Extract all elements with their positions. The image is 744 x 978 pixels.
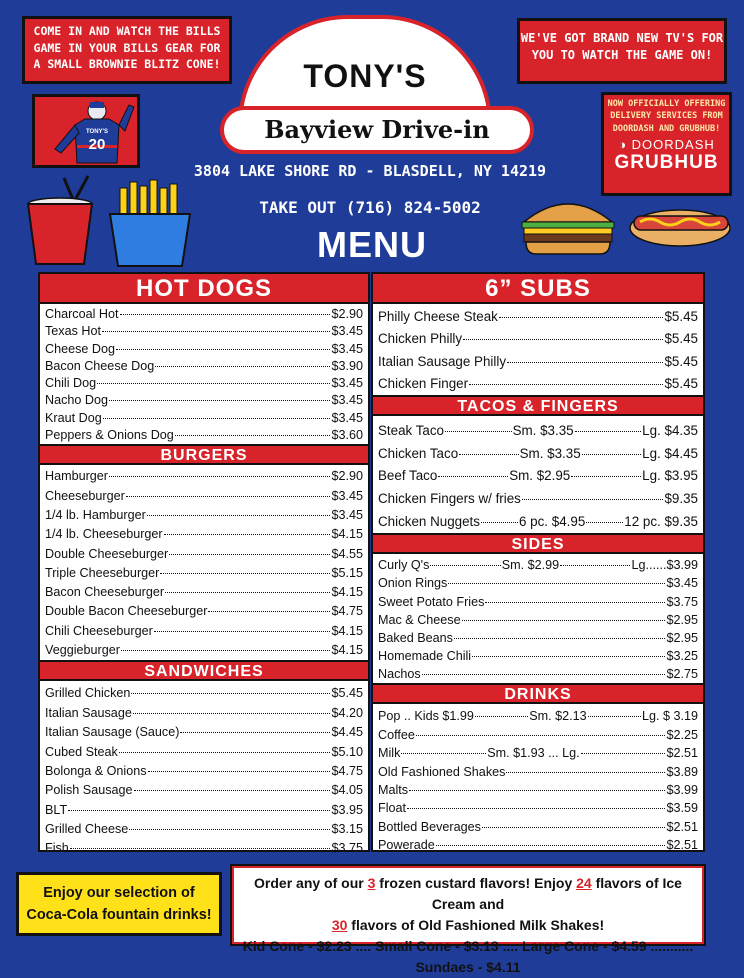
dot-leader [97, 383, 330, 384]
menu-item [40, 564, 368, 583]
menu-item [373, 465, 703, 488]
menu-item-price: Lg. $4.45 [642, 445, 699, 461]
promo-line: YOU TO WATCH THE GAME ON! [531, 48, 713, 63]
menu-item-price: $2.95 [666, 630, 698, 645]
dot-leader [522, 499, 664, 500]
menu-item [40, 641, 368, 660]
menu-item-name: Italian Sausage (Sauce) [45, 725, 180, 740]
dot-leader [160, 573, 330, 574]
menu-item-name: Chicken Fingers w/ fries [378, 490, 521, 506]
custard-flavor-count: 3 [367, 875, 376, 891]
custard-box [232, 866, 704, 975]
menu-item [373, 488, 703, 511]
menu-item [373, 556, 703, 574]
menu-item-price: $2.51 [666, 819, 698, 834]
menu-item-name: Nachos [378, 667, 421, 682]
menu-item-name: Grilled Chicken [45, 686, 131, 701]
promo-line: A SMALL BROWNIE BLITZ CONE! [33, 57, 221, 72]
dot-leader [448, 583, 665, 584]
dot-leader [506, 772, 665, 773]
dot-leader [164, 534, 331, 535]
menu-item-name: Chicken Taco [378, 445, 459, 461]
menu-item-price: $5.15 [331, 565, 363, 580]
menu-item-price: $4.75 [331, 604, 363, 619]
menu-item [40, 427, 368, 444]
menu-item-price: $3.45 [331, 488, 363, 503]
menu-item-name: Old Fashioned Shakes [378, 764, 506, 779]
dot-leader [560, 565, 630, 566]
sides-list [373, 554, 703, 683]
menu-item-price: $4.15 [331, 623, 363, 638]
player-number: 20 [88, 136, 106, 153]
menu-item-price: $3.89 [666, 764, 698, 779]
menu-item-price: $3.75 [666, 594, 698, 609]
menu-item-price: $2.90 [331, 307, 363, 321]
dot-leader [155, 366, 330, 367]
menu-item-name: Steak Taco [378, 423, 445, 439]
menu-item-price: $3.60 [331, 428, 363, 443]
logo-title: TONY'S [303, 58, 427, 94]
doordash-label: DOORDASH [631, 136, 715, 152]
dot-leader [109, 476, 330, 477]
menu-item-name: Malts [378, 783, 409, 798]
menu-item-name: Nacho Dog [45, 393, 109, 408]
menu-item [40, 306, 368, 323]
menu-item-price: $3.45 [331, 507, 363, 522]
menu-item-name: Bolonga & Onions [45, 763, 147, 778]
dot-leader [154, 631, 331, 632]
menu-item [373, 593, 703, 611]
cone-prices: Kid Cone - $2.23 .... Small Cone - $3.13 .... Large Cone - $4.59 ........... Sundaes - $4.11 [242, 938, 694, 975]
menu-item [373, 665, 703, 683]
dot-leader [581, 753, 666, 754]
menu-item-price: $4.15 [331, 585, 363, 600]
menu-item [373, 629, 703, 647]
menu-item-name: Chicken Philly [378, 331, 463, 347]
menu-item-price: $2.90 [331, 469, 363, 484]
menu-item [40, 358, 368, 375]
menu-item-name: Triple Cheeseburger [45, 565, 160, 580]
right-menu-panel [371, 272, 705, 852]
custard-text: flavors of Ice Cream and [431, 875, 682, 912]
menu-item-name: Milk [378, 746, 401, 761]
menu-item [40, 506, 368, 525]
dot-leader [422, 674, 666, 675]
dot-leader [133, 713, 331, 714]
dot-leader [481, 522, 518, 523]
menu-item [40, 743, 368, 762]
menu-item-price: $5.45 [664, 309, 698, 324]
menu-item [40, 602, 368, 621]
menu-item-name: Hamburger [45, 469, 108, 484]
menu-item-price: $2.25 [666, 727, 698, 742]
burger-and-hotdog-illustration [520, 192, 734, 262]
left-menu-panel [38, 272, 370, 856]
menu-item-price: $4.75 [331, 763, 363, 778]
menu-item-price: $3.75 [331, 841, 363, 856]
subs-list [373, 304, 703, 395]
menu-item-name: BLT [45, 802, 68, 817]
dot-leader [499, 317, 664, 318]
cola-line: Enjoy our selection of [43, 885, 195, 901]
menu-item [40, 323, 368, 340]
menu-item [40, 723, 368, 742]
menu-item-price: $4.15 [331, 643, 363, 658]
menu-item-name: Chili Dog [45, 376, 97, 391]
dot-leader [103, 418, 331, 419]
menu-item-name: Baked Beans [378, 630, 453, 645]
dot-leader [121, 650, 331, 651]
menu-item-price: Lg. $ 3.19 [641, 709, 699, 724]
menu-item [40, 622, 368, 641]
menu-item-name: Chili Cheeseburger [45, 623, 153, 638]
menu-item-name: Chicken Finger [378, 375, 469, 391]
burgers-header: BURGERS [40, 444, 368, 465]
dot-leader [119, 752, 331, 753]
menu-item [373, 511, 703, 534]
dot-leader [571, 476, 641, 477]
menu-item [40, 487, 368, 506]
dot-leader [436, 845, 666, 846]
dot-leader [70, 848, 331, 849]
menu-item-name: Italian Sausage Philly [378, 353, 507, 369]
menu-item-price: $4.05 [331, 783, 363, 798]
menu-item [40, 704, 368, 723]
menu-item-name: Sweet Potato Fries [378, 594, 485, 609]
menu-item-name: Polish Sausage [45, 783, 133, 798]
dot-leader [131, 693, 330, 694]
dot-leader [407, 808, 665, 809]
ice-cream-flavor-count: 24 [576, 875, 592, 891]
menu-item-small-price: 6 pc. $4.95 [519, 513, 586, 529]
dot-leader [175, 435, 331, 436]
dot-leader [445, 431, 512, 432]
menu-item-price: $3.45 [331, 324, 363, 339]
menu-item-name: Coffee [378, 727, 415, 742]
menu-item-name: Philly Cheese Steak [378, 309, 498, 324]
sandwiches-list [40, 681, 368, 859]
menu-item-name: Homemade Chili [378, 649, 472, 664]
takeout-phone: TAKE OUT (716) 824-5002 [259, 198, 481, 217]
custard-line-1 [234, 873, 702, 915]
dot-leader [472, 656, 665, 657]
menu-item-price: $5.45 [664, 375, 698, 391]
dot-leader [147, 515, 331, 516]
menu-item [373, 799, 703, 817]
menu-item-small-price: Sm. $3.35 [519, 445, 581, 461]
sides-header: SIDES [373, 533, 703, 554]
dot-leader [459, 454, 518, 455]
dot-leader [588, 716, 641, 717]
menu-item [373, 328, 703, 350]
menu-item-name: Cubed Steak [45, 744, 118, 759]
dot-leader [482, 827, 666, 828]
dot-leader [180, 732, 330, 733]
menu-item [40, 467, 368, 486]
hot-dogs-list [40, 304, 368, 444]
menu-item [40, 762, 368, 781]
tv-promo-box [517, 18, 727, 84]
menu-item [373, 647, 703, 665]
dot-leader [401, 753, 486, 754]
menu-item-price: $4.15 [331, 527, 363, 542]
dot-leader [507, 362, 663, 363]
menu-item-price: $9.35 [664, 490, 698, 506]
menu-item-price: $5.10 [331, 744, 363, 759]
menu-item-price: $3.95 [331, 802, 363, 817]
hot-dogs-header: HOT DOGS [40, 274, 368, 304]
dot-leader [469, 384, 663, 385]
dot-leader [129, 829, 330, 830]
dot-leader [582, 454, 641, 455]
dot-leader [126, 496, 331, 497]
football-player-illustration [32, 94, 140, 168]
dot-leader [416, 735, 666, 736]
drinks-header: DRINKS [373, 683, 703, 704]
custard-line-2 [234, 915, 702, 936]
menu-item-name: Charcoal Hot [45, 307, 119, 321]
menu-item [40, 839, 368, 858]
menu-item-name: Pop .. Kids $1.99 [378, 709, 474, 724]
menu-item-price: $3.45 [331, 341, 363, 356]
menu-item-name: Italian Sausage [45, 705, 132, 720]
dot-leader [134, 790, 331, 791]
doordash-icon: ◑ [618, 136, 628, 152]
menu-item [40, 392, 368, 409]
menu-item-price: Lg. $4.35 [642, 423, 699, 439]
menu-item-price: $3.45 [331, 410, 363, 425]
menu-item [373, 611, 703, 629]
promo-line: COME IN AND WATCH THE BILLS [33, 24, 221, 38]
menu-item-price: $5.45 [664, 331, 698, 347]
menu-item-price: $2.51 [666, 838, 698, 853]
menu-item-price: $3.45 [666, 576, 698, 591]
address: 3804 LAKE SHORE RD - BLASDELL, NY 14219 [193, 162, 547, 180]
dot-leader [462, 620, 666, 621]
menu-item-name: Cheese Dog [45, 341, 116, 356]
delivery-line: DOORDASH AND GRUBHUB! [612, 123, 721, 134]
dot-leader [109, 400, 330, 401]
menu-item-name: Chicken Nuggets [378, 513, 480, 529]
menu-title: MENU [317, 224, 427, 265]
coca-cola-box [16, 872, 222, 936]
menu-item-price: $5.45 [331, 686, 363, 701]
menu-item-name: Fish [45, 841, 69, 856]
menu-item-name: Onion Rings [378, 576, 448, 591]
promo-line: GAME IN YOUR BILLS GEAR FOR [33, 40, 221, 55]
menu-item [373, 763, 703, 781]
tacos-header: TACOS & FINGERS [373, 395, 703, 416]
custard-text: Order any of our [254, 875, 368, 891]
logo-subtitle: Bayview Drive-in [220, 106, 534, 154]
custard-text: flavors of Old Fashioned Milk Shakes! [347, 917, 605, 933]
menu-item-price: $3.45 [331, 393, 363, 408]
tacos-list [373, 416, 703, 533]
menu-item-price: $3.90 [331, 358, 363, 373]
grubhub-logo: GRUBHUB [614, 151, 719, 173]
menu-item-name: Bacon Cheese Dog [45, 358, 155, 373]
menu-item-price: $4.45 [331, 725, 363, 740]
menu-item-name: Beef Taco [378, 468, 438, 484]
menu-item [373, 818, 703, 836]
menu-item [373, 373, 703, 395]
menu-item-price: Lg......$3.99 [631, 558, 699, 573]
menu-item [373, 574, 703, 592]
menu-item [40, 525, 368, 544]
menu-item-price: $3.45 [331, 376, 363, 391]
menu-item-price: $3.25 [666, 649, 698, 664]
dot-leader [454, 638, 666, 639]
menu-item-name: Kraut Dog [45, 410, 102, 425]
bills-promo-box [22, 16, 232, 84]
menu-item-price: $3.15 [331, 822, 363, 837]
menu-item-price: 12 pc. $9.35 [624, 513, 698, 529]
delivery-line: NOW OFFICIALLY OFFERING [607, 99, 726, 109]
menu-item-name: Bottled Beverages [378, 819, 481, 834]
menu-item [40, 375, 368, 392]
dot-leader [409, 790, 665, 791]
shake-flavor-count: 30 [331, 917, 348, 933]
dot-leader [208, 611, 330, 612]
menu-item-name: Curly Q's [378, 558, 430, 573]
menu-item-name: 1/4 lb. Hamburger [45, 507, 146, 522]
sandwiches-header: SANDWICHES [40, 660, 368, 681]
burgers-list [40, 465, 368, 660]
menu-item-name: Peppers & Onions Dog [45, 428, 174, 443]
menu-item-price: Lg. $3.95 [642, 468, 698, 484]
promo-line: WE'VE GOT BRAND NEW TV'S FOR [520, 31, 724, 45]
drink-and-fries-illustration [22, 172, 202, 268]
menu-item-price: $3.59 [666, 801, 698, 816]
dot-leader [148, 771, 331, 772]
delivery-line: DELIVERY SERVICES FROM [610, 111, 723, 122]
menu-item [40, 545, 368, 564]
menu-item [373, 781, 703, 799]
dot-leader [68, 810, 330, 811]
menu-item-name: Cheeseburger [45, 488, 125, 503]
menu-item-name: Float [378, 801, 406, 816]
menu-item-price: $3.99 [666, 783, 698, 798]
dot-leader [485, 602, 665, 603]
menu-item [40, 341, 368, 358]
menu-item-name: Texas Hot [45, 324, 101, 339]
menu-item [373, 744, 703, 762]
menu-item-price: $4.55 [331, 546, 363, 561]
menu-item-price: $2.95 [666, 612, 698, 627]
menu-item [40, 583, 368, 602]
menu-item-small-price: Sm. $2.95 [509, 468, 571, 484]
menu-item-price: $2.75 [666, 667, 698, 682]
menu-item [373, 707, 703, 725]
cola-line: Coca-Cola fountain drinks! [26, 907, 212, 923]
drinks-list [373, 704, 703, 854]
custard-text: frozen custard flavors! Enjoy [375, 875, 577, 891]
menu-item-price: $4.20 [331, 705, 363, 720]
menu-item-name: Powerade [378, 838, 435, 853]
menu-item [40, 684, 368, 703]
menu-item [373, 306, 703, 328]
menu-item [40, 410, 368, 427]
delivery-box [601, 92, 732, 196]
menu-item-small-price: Sm. $1.93 ... Lg. [487, 746, 580, 761]
menu-item [40, 781, 368, 800]
menu-item-name: Double Bacon Cheeseburger [45, 604, 208, 619]
menu-item-name: Double Cheeseburger [45, 546, 169, 561]
dot-leader [430, 565, 500, 566]
menu-item [40, 820, 368, 839]
menu-item-name: Grilled Cheese [45, 822, 129, 837]
dot-leader [116, 349, 330, 350]
menu-item-name: 1/4 lb. Cheeseburger [45, 527, 163, 542]
menu-item-small-price: Sm. $2.99 [501, 558, 560, 573]
menu-item [373, 351, 703, 373]
menu-item-small-price: Sm. $3.35 [512, 423, 574, 439]
dot-leader [586, 522, 623, 523]
dot-leader [463, 339, 663, 340]
dot-leader [438, 476, 508, 477]
dot-leader [120, 314, 331, 315]
subs-header: 6” SUBS [373, 274, 703, 304]
menu-item-price: $2.51 [666, 746, 698, 761]
dot-leader [475, 716, 528, 717]
dot-leader [102, 331, 330, 332]
menu-item [373, 726, 703, 744]
menu-item [373, 443, 703, 466]
dot-leader [169, 554, 330, 555]
menu-item [373, 836, 703, 854]
doordash-logo [604, 137, 729, 152]
menu-item [40, 801, 368, 820]
player-jersey-text: TONY'S [86, 129, 108, 135]
menu-item-small-price: Sm. $2.13 [529, 709, 587, 724]
dot-leader [575, 431, 642, 432]
menu-item-name: Veggieburger [45, 643, 120, 658]
menu-item [373, 420, 703, 443]
menu-item-name: Bacon Cheeseburger [45, 585, 165, 600]
menu-item-price: $5.45 [664, 353, 698, 369]
menu-item-name: Mac & Cheese [378, 612, 461, 627]
dot-leader [165, 592, 330, 593]
